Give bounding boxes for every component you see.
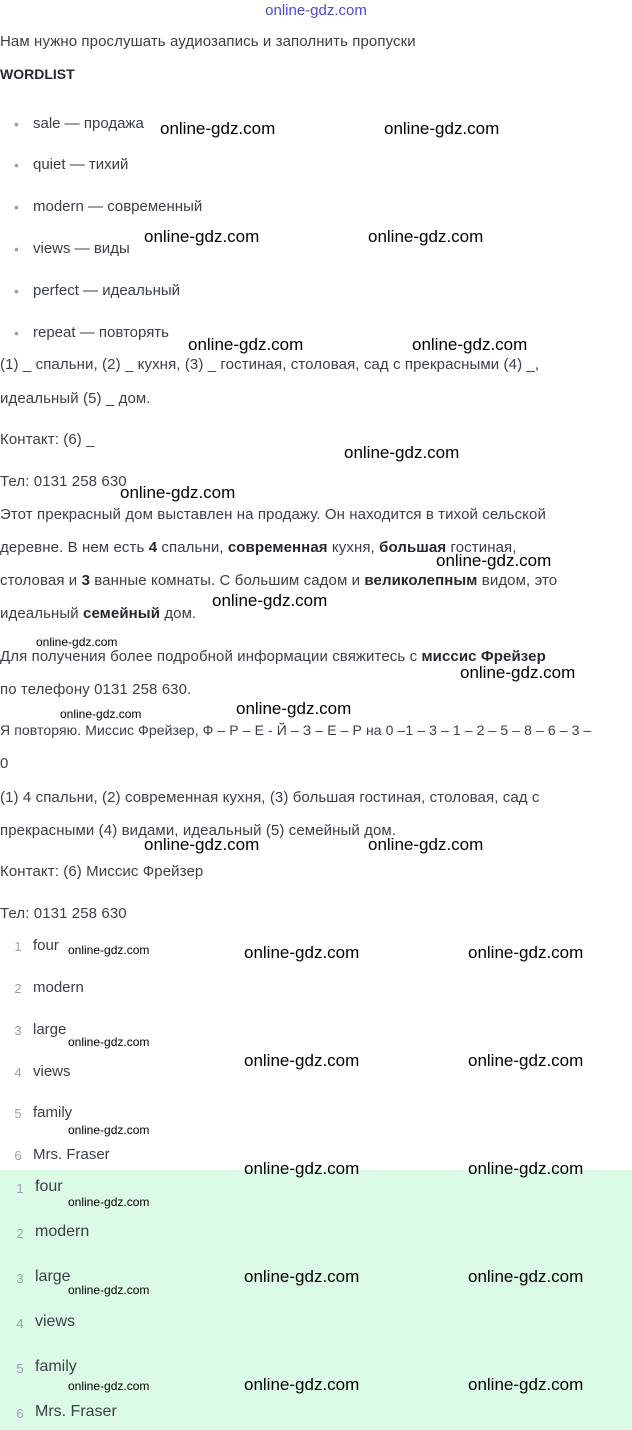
watermark: online-gdz.com (244, 1375, 360, 1394)
answer-text: four (33, 937, 59, 954)
answer-number: 1 (14, 939, 22, 954)
watermark: online-gdz.com (368, 227, 484, 246)
wordlist-item: repeat — повторять (33, 324, 169, 341)
answer-number: 4 (16, 1316, 24, 1331)
intro-text: Нам нужно прослушать аудиозапись и заполнить пропуски (0, 33, 416, 50)
answer-number: 2 (14, 981, 22, 996)
wordlist-item: modern — современный (33, 198, 203, 215)
watermark: online-gdz.com (68, 1379, 150, 1393)
answer-text: Mrs. Fraser (33, 1146, 110, 1163)
watermark: online-gdz.com (68, 1035, 150, 1049)
answer-number: 4 (14, 1065, 22, 1080)
watermark: online-gdz.com (144, 835, 260, 854)
bullet-icon: • (14, 241, 19, 257)
transcript-line: деревне. В нем есть 4 спальни, современная кухня, большая гостиная, (0, 539, 517, 556)
watermark: online-gdz.com (68, 943, 150, 957)
bullet-icon: • (14, 283, 19, 299)
watermark: online-gdz.com (60, 707, 142, 721)
filled-contact: Контакт: (6) Миссис Фрейзер (0, 863, 204, 880)
watermark: online-gdz.com (468, 1159, 584, 1178)
watermark: online-gdz.com (244, 1159, 360, 1178)
watermark: online-gdz.com (68, 1283, 150, 1297)
wordlist-item: perfect — идеальный (33, 282, 181, 299)
answer-text: four (35, 1178, 63, 1195)
task-tel: Тел: 0131 258 630 (0, 473, 127, 490)
watermark: online-gdz.com (368, 835, 484, 854)
answer-number: 5 (16, 1361, 24, 1376)
transcript-line: столовая и 3 ванные комнаты. С большим садом и великолепным видом, это (0, 572, 558, 589)
answer-text: Mrs. Fraser (35, 1403, 117, 1420)
answer-text: modern (33, 979, 84, 996)
watermark: online-gdz.com (344, 443, 460, 462)
task-line: идеальный (5) _ дом. (0, 390, 151, 407)
answer-number: 1 (16, 1181, 24, 1196)
watermark: online-gdz.com (468, 943, 584, 962)
watermark: online-gdz.com (468, 1051, 584, 1070)
watermark: online-gdz.com (236, 699, 352, 718)
transcript-line: 0 (0, 755, 9, 772)
answer-text: family (33, 1104, 73, 1121)
watermark: online-gdz.com (120, 483, 236, 502)
bullet-icon: • (14, 157, 19, 173)
transcript-line: Я повторяю. Миссис Фрейзер, Ф – Р – Е - Й – З – Е – Р на 0 –1 – 3 – 1 – 2 – 5 – 8 – 6 – 3 – (0, 722, 592, 738)
watermark: online-gdz.com (460, 663, 576, 682)
site-link[interactable]: online-gdz.com (265, 2, 367, 19)
watermark: online-gdz.com (468, 1267, 584, 1286)
answer-text: views (33, 1063, 71, 1080)
answer-text: views (35, 1313, 76, 1330)
bullet-icon: • (14, 325, 19, 341)
bullet-icon: • (14, 199, 19, 215)
wordlist-item: views — виды (33, 240, 130, 257)
answer-text: family (35, 1358, 77, 1375)
wordlist-item: quiet — тихий (33, 156, 129, 173)
answer-text: modern (35, 1223, 90, 1240)
watermark: online-gdz.com (144, 227, 260, 246)
watermark: online-gdz.com (68, 1195, 150, 1209)
answer-number: 5 (14, 1106, 22, 1121)
task-line: (1) _ спальни, (2) _ кухня, (3) _ гостиная, столовая, сад с прекрасными (4) _, (0, 356, 540, 373)
transcript-line: Этот прекрасный дом выставлен на продажу. Он находится в тихой сельской (0, 506, 546, 523)
watermark: online-gdz.com (384, 119, 500, 138)
watermark: online-gdz.com (436, 551, 552, 570)
filled-line: прекрасными (4) видами, идеальный (5) семейный дом. (0, 822, 397, 839)
watermark: online-gdz.com (188, 335, 304, 354)
watermark: online-gdz.com (212, 591, 328, 610)
watermark: online-gdz.com (412, 335, 528, 354)
watermark: online-gdz.com (68, 1123, 150, 1137)
watermark: online-gdz.com (468, 1375, 584, 1394)
answer-text: large (33, 1021, 67, 1038)
wordlist-title: WORDLIST (0, 66, 75, 82)
watermark: online-gdz.com (36, 635, 118, 649)
answer-number: 3 (16, 1271, 24, 1286)
answer-number: 3 (14, 1023, 22, 1038)
transcript-line: Для получения более подробной информации свяжитесь с миссис Фрейзер (0, 648, 546, 665)
transcript-line: по телефону 0131 258 630. (0, 681, 192, 698)
answer-number: 2 (16, 1226, 24, 1241)
watermark: online-gdz.com (160, 119, 276, 138)
transcript-line: идеальный семейный дом. (0, 605, 197, 622)
watermark: online-gdz.com (244, 943, 360, 962)
watermark: online-gdz.com (244, 1051, 360, 1070)
answer-number: 6 (14, 1148, 22, 1163)
answer-text: large (35, 1268, 71, 1285)
bullet-icon: • (14, 116, 19, 132)
filled-tel: Тел: 0131 258 630 (0, 905, 127, 922)
watermark: online-gdz.com (244, 1267, 360, 1286)
filled-line: (1) 4 спальни, (2) современная кухня, (3) большая гостиная, столовая, сад с (0, 789, 540, 806)
answer-number: 6 (16, 1406, 24, 1421)
wordlist-item: sale — продажа (33, 115, 144, 132)
task-contact: Контакт: (6) _ (0, 431, 95, 448)
